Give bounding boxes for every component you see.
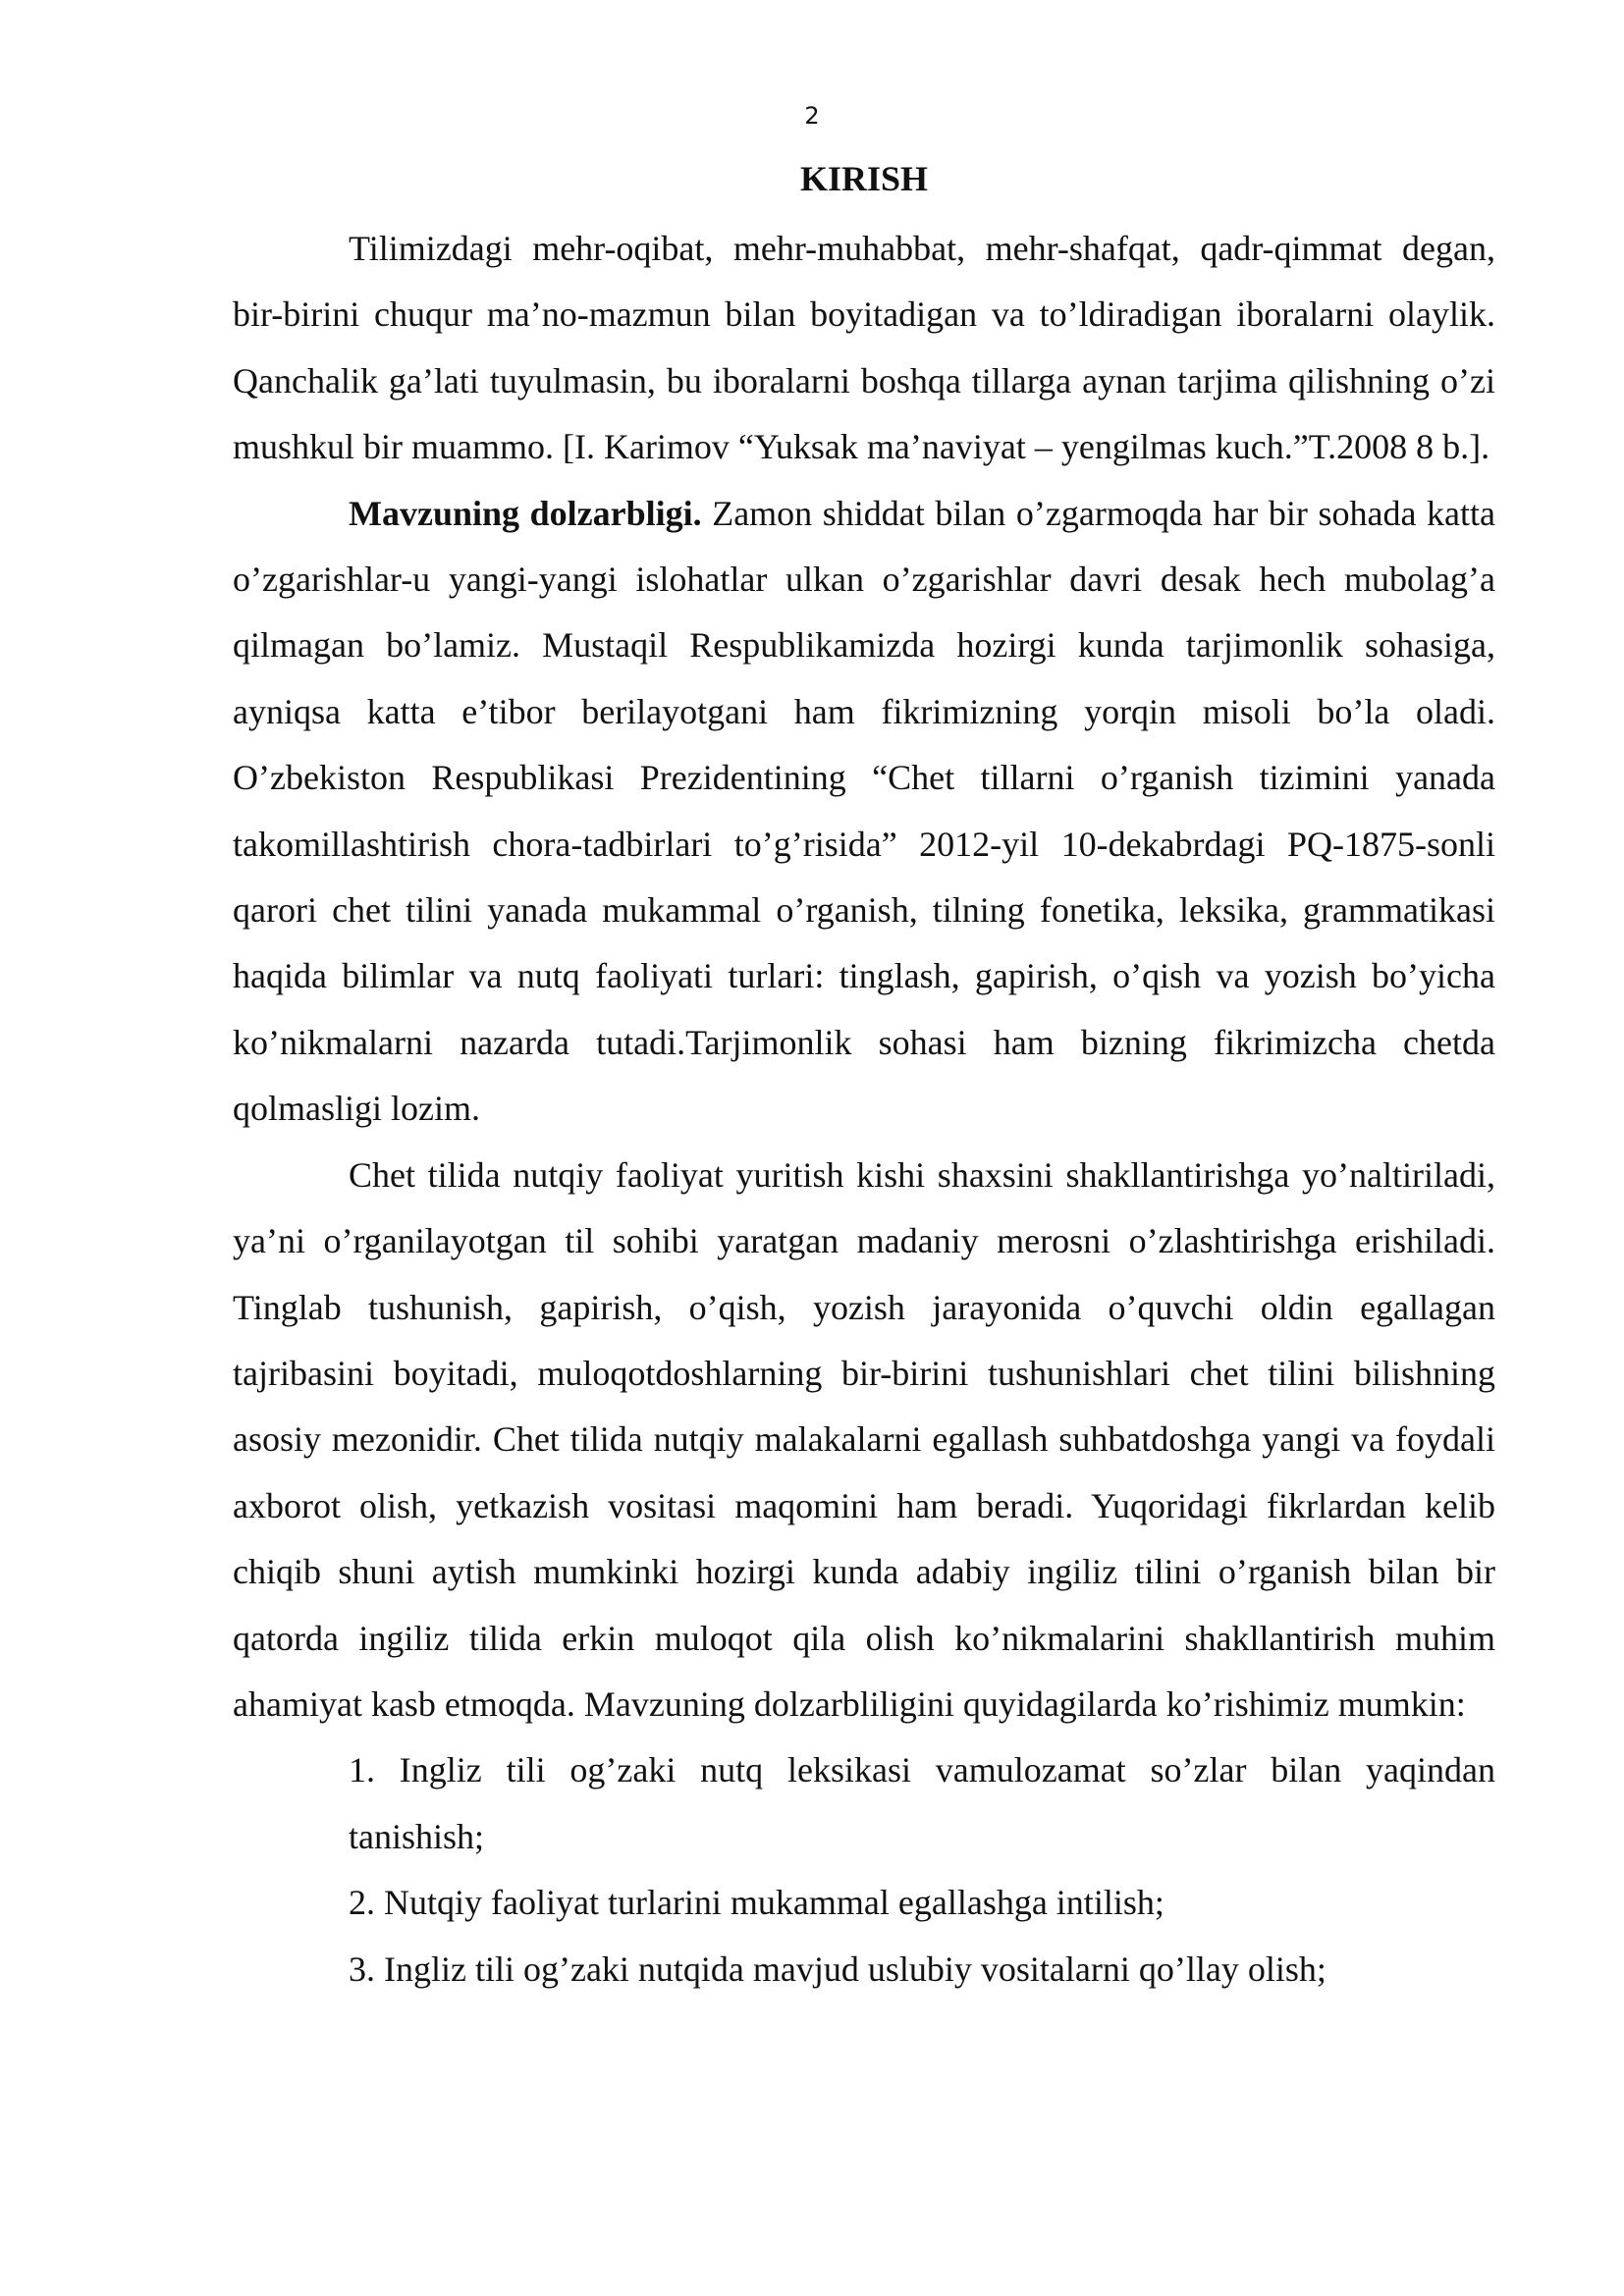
page-content [233, 147, 1495, 2002]
page-number: 2 [804, 102, 820, 130]
paragraph-speech-activity [233, 1143, 1495, 1738]
paragraph-speech-activity-text: Chet tilida nutqiy faoliyat yuritish kishi shaxsini shakllantirishga yo’naltiriladi, ya’ni o’rganilayotgan til sohibi yaratgan madaniy merosni o’zlashtirishga erishiladi. Tinglab tushunish, gapirish, o’qish, yozish jarayonida o’quvchi oldin egallagan tajribasini boyitadi, muloqotdoshlarning bir-birini tushunishlari chet tilini bilishning asosiy mezonidir. Chet tilida nutqiy malakalarni egallash suhbatdoshga yangi va foydali axborot olish, yetkazish vositasi maqomini ham beradi. Yuqoridagi fikrlardan kelib chiqib shuni aytish mumkinki hozirgi kunda adabiy ingiliz tilini o’rganish bilan bir qatorda ingiliz tilida erkin muloqot qila olish ko’nikmalarini shakllantirish muhim ahamiyat kasb etmoqda. Mavzuning dolzarbliligini quyidagilarda ko’rishimiz mumkin: [233, 1154, 1495, 1724]
paragraph-relevance-text: Zamon shiddat bilan o’zgarmoqda har bir sohada katta o’zgarishlar-u yangi-yangi islohatlar ulkan o’zgarishlar davri desak hech mubolag’a qilmagan bo’lamiz. Mustaqil Respublikamizda hozirgi kunda tarjimonlik sohasiga, ayniqsa katta e’tibor berilayotgani ham fikrimizning yorqin misoli bo’la oladi. O’zbekiston Respublikasi Prezidentining “Chet tillarni o’rganish tizimini yanada takomillashtirish chora-tadbirlari to’g’risida” 2012-yil 10-dekabrdagi PQ-1875-sonli qarori chet tilini yanada mukammal o’rganish, tilning fonetika, leksika, grammatikasi haqida bilimlar va nutq faoliyati turlari: tinglash, gapirish, o’qish va yozish bo’yicha ko’nikmalarni nazarda tutadi.Tarjimonlik sohasi ham bizning fikrimizcha chetda qolmasligi lozim. [233, 493, 1496, 1129]
section-heading: KIRISH [799, 159, 929, 198]
list-item: 3. Ingliz tili og’zaki nutqida mavjud uslubiy vositalarni qo’llay olish; [349, 1949, 1326, 1989]
list-item: 1. Ingliz tili og’zaki nutq leksikasi vamulozamat so’zlar bilan yaqindan tanishish; [349, 1750, 1495, 1856]
paragraph-relevance-heading: Mavzuning dolzarbligi. [349, 493, 702, 533]
relevance-list [233, 1737, 1495, 2002]
list-item: 2. Nutqiy faoliyat turlarini mukammal egallashga intilish; [349, 1883, 1164, 1923]
paragraph-intro-text: Tilimizdagi mehr-oqibat, mehr-muhabbat, mehr-shafqat, qadr-qimmat degan, bir-birini chuqur ma’no-mazmun bilan boyitadigan va to’ldiradigan iboralarni olaylik. Qanchalik ga’lati tuyulmasin, bu iboralarni boshqa tillarga aynan tarjima qilishning o’zi mushkul bir muammo. [I. Karimov “Yuksak ma’naviyat – yengilmas kuch.”T.2008 8 b.]. [233, 229, 1495, 467]
paragraph-relevance [233, 481, 1495, 1143]
paragraph-intro [233, 216, 1495, 481]
